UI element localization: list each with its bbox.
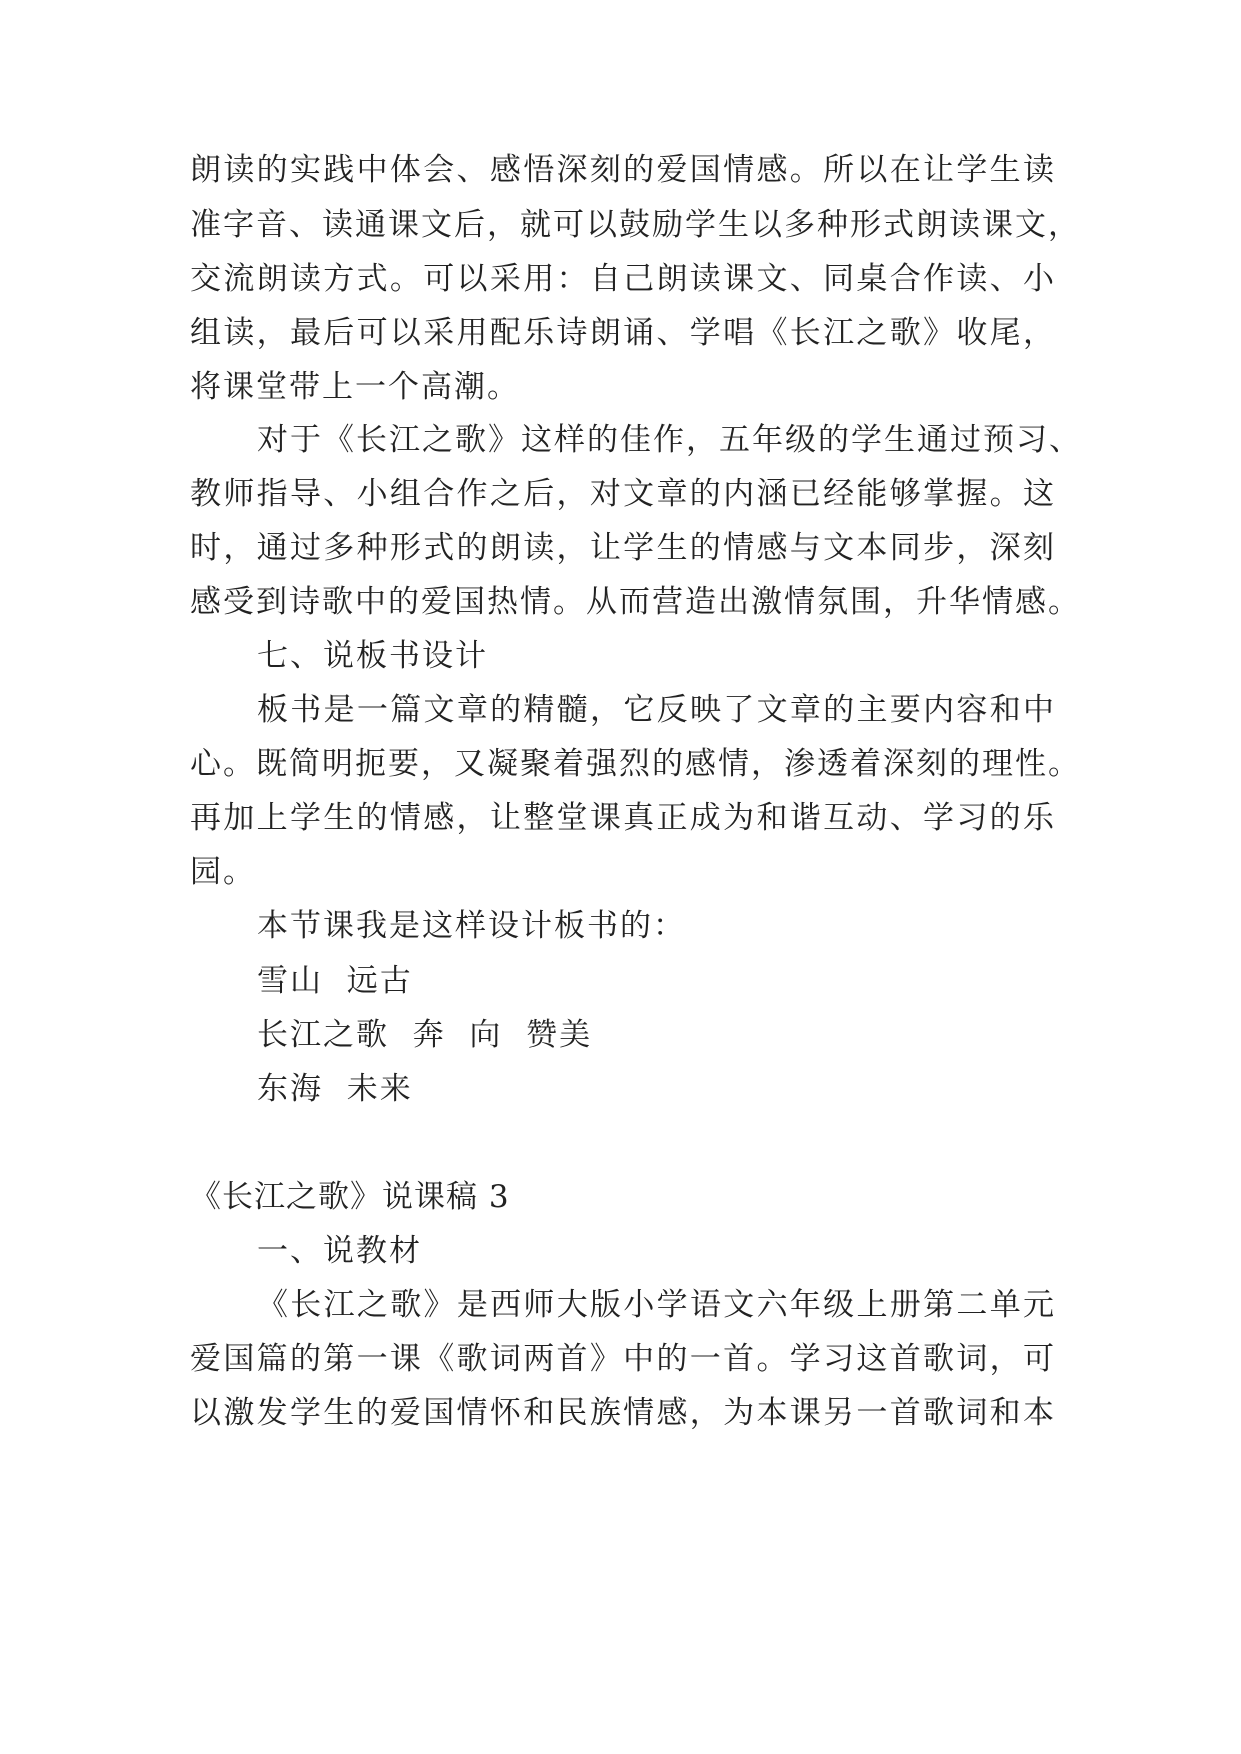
paragraph-line: 将课堂带上一个高潮。 xyxy=(190,369,520,405)
paragraph-line: 再加上学生的情感，让整堂课真正成为和谐互动、学习的乐 xyxy=(190,800,1056,836)
paragraph-line: 板书是一篇文章的精髓，它反映了文章的主要内容和中 xyxy=(257,692,1056,728)
paragraph-line: 心。既简明扼要，又凝聚着强烈的感情，渗透着深刻的理性。 xyxy=(190,746,1081,782)
paragraph-line: 爱国篇的第一课《歌词两首》中的一首。学习这首歌词，可 xyxy=(190,1341,1056,1377)
paragraph-line: 组读，最后可以采用配乐诗朗诵、学唱《长江之歌》收尾， xyxy=(190,315,1056,351)
board-line: 长江之歌 奔 向 赞美 xyxy=(257,1017,593,1053)
paragraph-line: 时，通过多种形式的朗读，让学生的情感与文本同步，深刻 xyxy=(190,530,1056,566)
paragraph-line: 《长江之歌》是西师大版小学语文六年级上册第二单元 xyxy=(257,1287,1056,1323)
board-intro: 本节课我是这样设计板书的： xyxy=(257,908,686,944)
section-title: 《长江之歌》说课稿 3 xyxy=(190,1179,510,1215)
paragraph-line: 朗读的实践中体会、感悟深刻的爱国情感。所以在让学生读 xyxy=(190,152,1056,188)
section-heading: 七、说板书设计 xyxy=(257,638,488,674)
paragraph-line: 园。 xyxy=(190,854,256,890)
section-heading: 一、说教材 xyxy=(257,1233,422,1269)
paragraph-line: 准字音、读通课文后，就可以鼓励学生以多种形式朗读课文， xyxy=(190,207,1081,243)
paragraph-line: 教师指导、小组合作之后，对文章的内涵已经能够掌握。这 xyxy=(190,476,1056,512)
paragraph-line: 对于《长江之歌》这样的佳作，五年级的学生通过预习、 xyxy=(257,422,1082,458)
board-line: 东海 未来 xyxy=(257,1071,413,1107)
board-line: 雪山 远古 xyxy=(257,963,413,999)
paragraph-line: 以激发学生的爱国情怀和民族情感，为本课另一首歌词和本 xyxy=(190,1395,1056,1431)
paragraph-line: 感受到诗歌中的爱国热情。从而营造出激情氛围，升华情感。 xyxy=(190,584,1081,620)
paragraph-line: 交流朗读方式。可以采用：自己朗读课文、同桌合作读、小 xyxy=(190,261,1056,297)
